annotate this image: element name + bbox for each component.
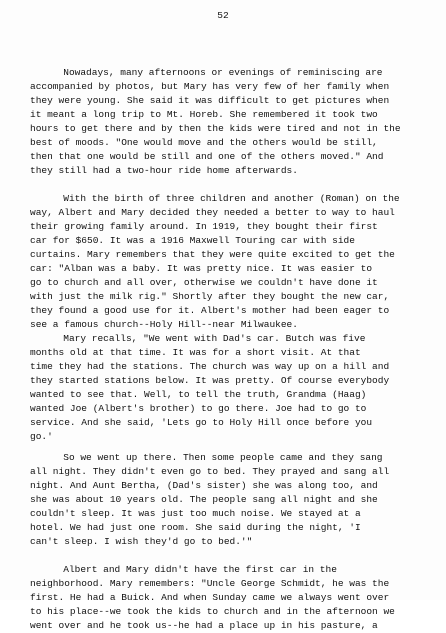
text-line: car for $650. It was a 1916 Maxwell Touring car with side (30, 235, 355, 246)
text-line: first. He had a Buick. And when Sunday came we always went over (30, 592, 390, 603)
text-line: neighborhood. Mary remembers: "Uncle George Schmidt, he was the (30, 578, 390, 589)
paragraph (30, 563, 430, 633)
text-line: they still had a two-hour ride home afterwards. (30, 165, 298, 176)
text-line: hours to get there and by then the kids were tired and not in the (30, 123, 401, 134)
text-line: accompanied by photos, but Mary has very few of her family when (30, 81, 390, 92)
text-line: months old at that time. It was for a short visit. At that (30, 347, 361, 358)
text-line: night. And Aunt Bertha, (Dad's sister) she was along too, and (30, 480, 378, 491)
text-line: way, Albert and Mary decided they needed a better to way to haul (30, 207, 395, 218)
text-line: wanted Joe (Albert's brother) to go there. Joe had to go to (30, 403, 367, 414)
text-line: Albert and Mary didn't have the first car in the (63, 564, 337, 575)
text-line: So we went up there. Then some people came and they sang (63, 452, 383, 463)
text-line: couldn't sleep. It was just too much noise. We stayed at a (30, 508, 361, 519)
text-line: see a famous church--Holy Hill--near Milwaukee. (30, 319, 298, 330)
text-line: she was about 10 years old. The people sang all night and she (30, 494, 378, 505)
paragraph (30, 66, 430, 178)
text-line: with just the milk rig." Shortly after they bought the new car, (30, 291, 390, 302)
text-line: all night. They didn't even go to bed. They prayed and sang all (30, 466, 390, 477)
body-text (30, 66, 430, 633)
text-line: curtains. Mary remembers that they were quite excited to get the (30, 249, 395, 260)
text-line: they started stations below. It was pretty. Of course everybody (30, 375, 390, 386)
text-line: they were young. She said it was difficult to get pictures when (30, 95, 390, 106)
page-number: 52 (217, 10, 229, 21)
text-line: to his place--we took the kids to church and in the afternoon we (30, 606, 395, 617)
text-line: Nowadays, many afternoons or evenings of reminiscing are (63, 67, 383, 78)
text-line: their growing family around. In 1919, they bought their first (30, 221, 378, 232)
text-line: go.' (30, 431, 53, 442)
text-line: they found a good use for it. Albert's mother had been eager to (30, 305, 390, 316)
text-line: it meant a long trip to Mt. Horeb. She remembered it took two (30, 109, 378, 120)
text-line: then that one would be still and one of the others moved." And (30, 151, 384, 162)
text-line: car: "Alban was a baby. It was pretty nice. It was easier to (30, 263, 373, 274)
paragraph (30, 332, 430, 444)
text-line: hotel. We had just one room. She said during the night, 'I (30, 522, 361, 533)
text-line: service. And she said, 'Lets go to Holy Hill once before you (30, 417, 373, 428)
text-line: go to church and all over, otherwise we couldn't have done it (30, 277, 378, 288)
text-line: best of moods. "One would move and the others would be still, (30, 137, 378, 148)
text-line: went over and he took us--he had a place up in his pasture, a (30, 620, 378, 631)
text-line: time they had the stations. The church was way up on a hill and (30, 361, 390, 372)
text-line: With the birth of three children and another (Roman) on the (63, 193, 400, 204)
text-line: wanted to see that. Well, to tell the truth, Grandma (Haag) (30, 389, 367, 400)
text-line: Mary recalls, "We went with Dad's car. Butch was five (63, 333, 366, 344)
text-line: can't sleep. I wish they'd go to bed.'" (30, 536, 253, 547)
paragraph (30, 451, 430, 549)
paragraph (30, 192, 430, 332)
